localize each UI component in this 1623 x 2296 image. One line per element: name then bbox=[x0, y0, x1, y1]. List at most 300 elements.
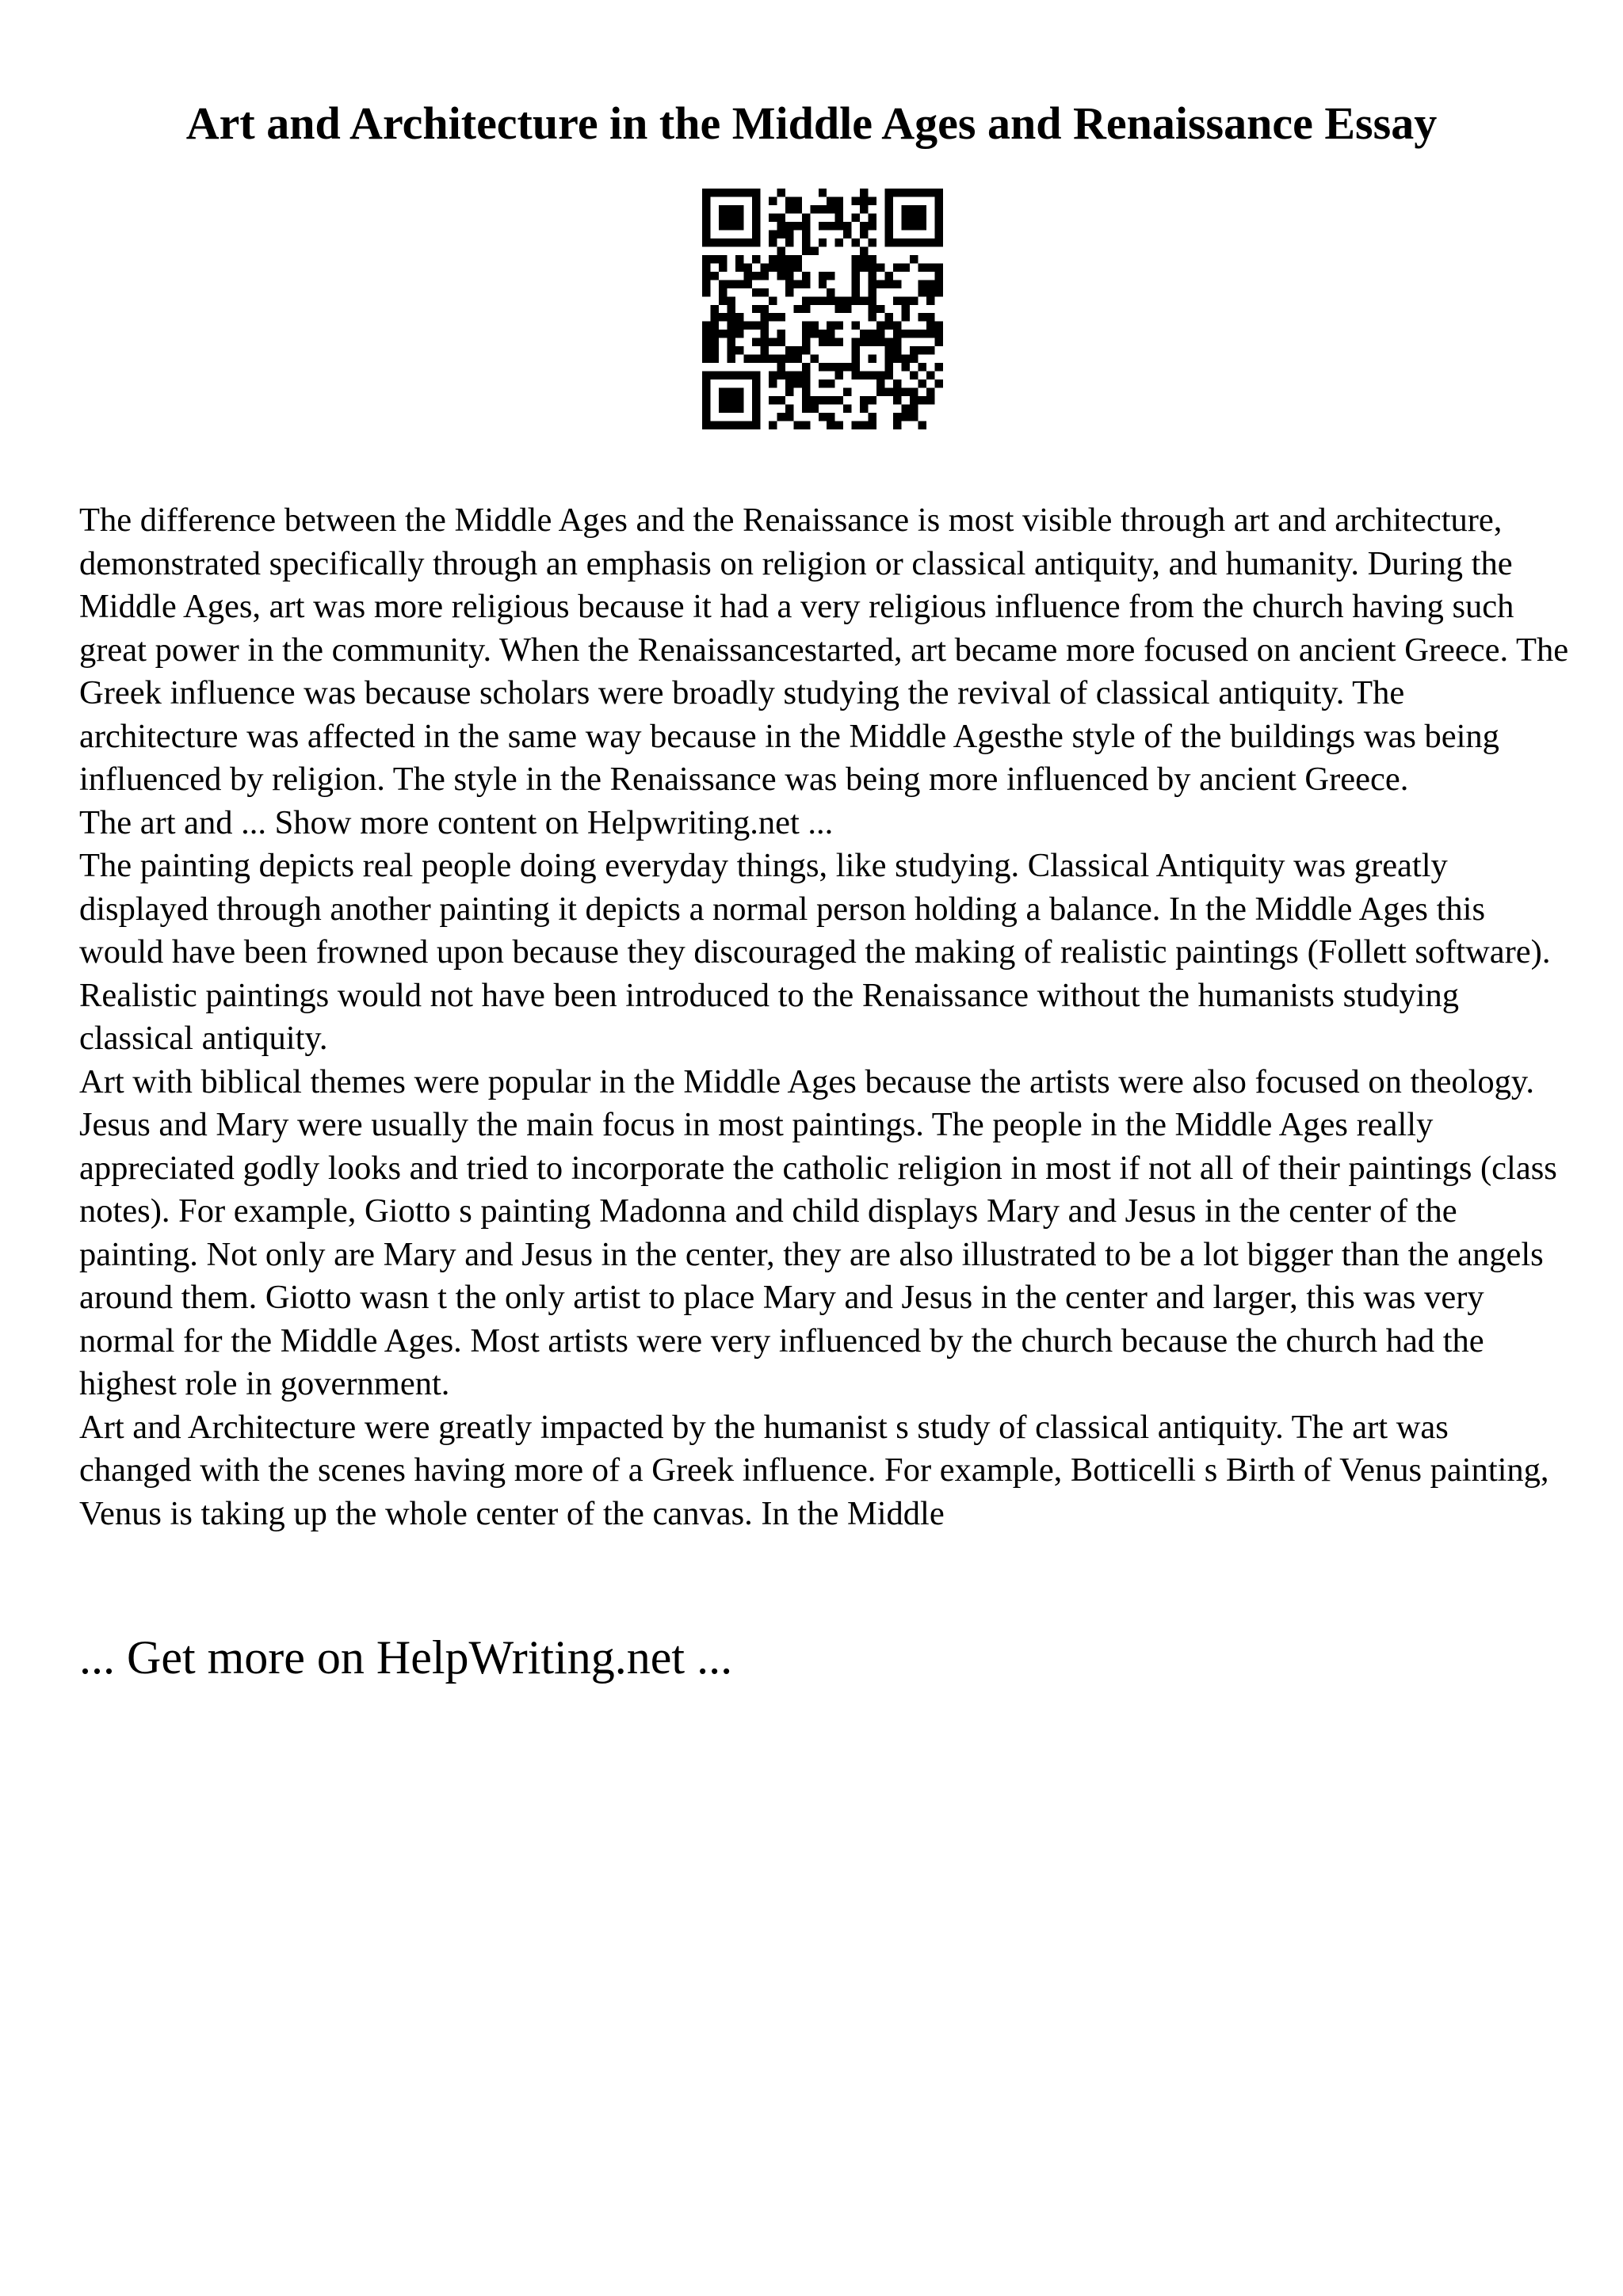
qr-module bbox=[876, 330, 884, 338]
qr-module bbox=[869, 296, 876, 304]
qr-module bbox=[835, 363, 843, 371]
qr-module bbox=[752, 388, 760, 396]
qr-module bbox=[719, 263, 727, 271]
qr-module bbox=[835, 305, 843, 313]
qr-module bbox=[777, 272, 785, 280]
qr-module bbox=[860, 255, 868, 263]
qr-module bbox=[802, 421, 810, 429]
qr-module bbox=[910, 189, 918, 196]
qr-module bbox=[710, 346, 718, 354]
qr-module bbox=[719, 238, 727, 246]
qr-module bbox=[793, 280, 801, 288]
qr-module bbox=[702, 222, 710, 230]
qr-module bbox=[860, 421, 868, 429]
qr-module bbox=[702, 379, 710, 387]
qr-module bbox=[793, 346, 801, 354]
qr-module bbox=[802, 238, 810, 246]
qr-module bbox=[902, 405, 910, 413]
qr-module bbox=[902, 388, 910, 396]
qr-module bbox=[918, 363, 926, 371]
qr-module bbox=[702, 322, 710, 330]
qr-module bbox=[893, 388, 901, 396]
qr-module bbox=[702, 288, 710, 296]
qr-module bbox=[785, 222, 793, 230]
qr-module bbox=[743, 355, 751, 363]
qr-module bbox=[827, 205, 834, 213]
qr-module bbox=[885, 238, 893, 246]
qr-module bbox=[910, 255, 918, 263]
qr-module bbox=[802, 363, 810, 371]
qr-module bbox=[910, 413, 918, 421]
qr-module bbox=[827, 196, 834, 204]
qr-module bbox=[793, 263, 801, 271]
qr-module bbox=[702, 330, 710, 338]
qr-module bbox=[910, 205, 918, 213]
qr-module bbox=[869, 288, 876, 296]
qr-module bbox=[743, 238, 751, 246]
qr-module bbox=[743, 280, 751, 288]
qr-module bbox=[827, 288, 834, 296]
qr-module bbox=[769, 213, 777, 221]
qr-module bbox=[769, 255, 777, 263]
qr-module bbox=[727, 346, 735, 354]
qr-module bbox=[876, 338, 884, 346]
qr-module bbox=[902, 205, 910, 213]
qr-module bbox=[893, 330, 901, 338]
qr-module bbox=[935, 205, 943, 213]
qr-module bbox=[910, 296, 918, 304]
qr-module bbox=[893, 280, 901, 288]
qr-module bbox=[785, 405, 793, 413]
qr-module bbox=[852, 280, 860, 288]
qr-module bbox=[935, 322, 943, 330]
qr-module bbox=[777, 355, 785, 363]
qr-module bbox=[743, 189, 751, 196]
qr-module bbox=[860, 263, 868, 271]
qr-module bbox=[935, 238, 943, 246]
qr-module bbox=[885, 280, 893, 288]
qr-module bbox=[802, 405, 810, 413]
qr-module bbox=[735, 405, 743, 413]
qr-module bbox=[760, 322, 768, 330]
qr-module bbox=[793, 355, 801, 363]
page-title: Art and Architecture in the Middle Ages and Renaissance Essay bbox=[185, 97, 1438, 149]
qr-module bbox=[702, 205, 710, 213]
qr-module bbox=[777, 363, 785, 371]
qr-module bbox=[777, 263, 785, 271]
qr-module bbox=[852, 263, 860, 271]
qr-module bbox=[727, 280, 735, 288]
qr-module bbox=[752, 288, 760, 296]
qr-module bbox=[827, 322, 834, 330]
paragraph-painting: The painting depicts real people doing everyday things, like studying. Classical Antiquity was greatly displayed through another painting it depicts a normal person holding a balance. In the Middle Ages this would have been frowned upon because they discouraged the making of realistic paintings (Follett software). Realistic paintings would not have been introduced to the Renaissance without the humanists studying classical antiquity. bbox=[79, 847, 1551, 1057]
qr-module bbox=[860, 330, 868, 338]
qr-module bbox=[743, 263, 751, 271]
qr-module bbox=[810, 355, 818, 363]
qr-module bbox=[760, 355, 768, 363]
qr-module bbox=[802, 346, 810, 354]
qr-module bbox=[910, 330, 918, 338]
qr-module bbox=[843, 296, 851, 304]
qr-module bbox=[918, 280, 926, 288]
qr-module bbox=[885, 388, 893, 396]
qr-module bbox=[860, 222, 868, 230]
qr-module bbox=[760, 305, 768, 313]
qr-module bbox=[735, 280, 743, 288]
qr-module bbox=[735, 313, 743, 321]
qr-code-icon bbox=[702, 189, 943, 429]
qr-module bbox=[802, 388, 810, 396]
qr-module bbox=[852, 338, 860, 346]
qr-module bbox=[926, 372, 934, 379]
qr-module bbox=[852, 213, 860, 221]
qr-module bbox=[793, 205, 801, 213]
qr-module bbox=[777, 413, 785, 421]
qr-module bbox=[727, 322, 735, 330]
qr-module bbox=[885, 322, 893, 330]
qr-module bbox=[819, 379, 827, 387]
qr-module bbox=[910, 222, 918, 230]
qr-module bbox=[719, 288, 727, 296]
qr-module bbox=[769, 296, 777, 304]
qr-module bbox=[852, 421, 860, 429]
qr-module bbox=[752, 322, 760, 330]
qr-module bbox=[719, 330, 727, 338]
qr-module bbox=[835, 322, 843, 330]
qr-module bbox=[752, 205, 760, 213]
qr-module bbox=[860, 230, 868, 238]
qr-module bbox=[910, 213, 918, 221]
qr-module bbox=[769, 238, 777, 246]
qr-module bbox=[710, 372, 718, 379]
qr-module bbox=[727, 405, 735, 413]
qr-module bbox=[760, 330, 768, 338]
qr-module bbox=[935, 213, 943, 221]
qr-module bbox=[719, 189, 727, 196]
qr-module bbox=[793, 222, 801, 230]
qr-module bbox=[710, 338, 718, 346]
qr-module bbox=[785, 272, 793, 280]
show-more-line: The art and ... Show more content on Helpwriting.net ... bbox=[79, 803, 834, 841]
qr-module bbox=[802, 213, 810, 221]
qr-module bbox=[819, 272, 827, 280]
qr-module bbox=[876, 305, 884, 313]
qr-module bbox=[893, 338, 901, 346]
qr-module bbox=[802, 396, 810, 404]
qr-module bbox=[785, 413, 793, 421]
qr-module bbox=[702, 372, 710, 379]
qr-module bbox=[752, 196, 760, 204]
qr-module bbox=[827, 363, 834, 371]
qr-module bbox=[752, 272, 760, 280]
qr-module bbox=[885, 313, 893, 321]
qr-module bbox=[785, 205, 793, 213]
qr-module bbox=[918, 213, 926, 221]
qr-module bbox=[902, 363, 910, 371]
qr-module bbox=[827, 272, 834, 280]
qr-module bbox=[918, 379, 926, 387]
qr-module bbox=[902, 305, 910, 313]
qr-module bbox=[935, 379, 943, 387]
essay-body bbox=[79, 499, 1569, 1535]
qr-module bbox=[752, 230, 760, 238]
qr-module bbox=[819, 413, 827, 421]
qr-module bbox=[893, 322, 901, 330]
qr-module bbox=[835, 196, 843, 204]
qr-module bbox=[785, 388, 793, 396]
qr-module bbox=[918, 330, 926, 338]
qr-module bbox=[719, 421, 727, 429]
qr-module bbox=[885, 205, 893, 213]
qr-module bbox=[893, 238, 901, 246]
qr-module bbox=[876, 372, 884, 379]
qr-code bbox=[702, 189, 943, 429]
qr-module bbox=[702, 396, 710, 404]
qr-module bbox=[910, 405, 918, 413]
qr-module bbox=[769, 355, 777, 363]
qr-module bbox=[926, 263, 934, 271]
qr-module bbox=[910, 396, 918, 404]
qr-module bbox=[802, 338, 810, 346]
qr-module bbox=[727, 189, 735, 196]
qr-module bbox=[735, 222, 743, 230]
qr-module bbox=[843, 363, 851, 371]
qr-module bbox=[777, 313, 785, 321]
qr-module bbox=[918, 396, 926, 404]
qr-module bbox=[710, 355, 718, 363]
qr-module bbox=[810, 405, 818, 413]
qr-module bbox=[893, 413, 901, 421]
qr-module bbox=[918, 189, 926, 196]
qr-module bbox=[743, 322, 751, 330]
qr-module bbox=[752, 222, 760, 230]
qr-module bbox=[935, 280, 943, 288]
qr-module bbox=[819, 296, 827, 304]
qr-module bbox=[719, 213, 727, 221]
qr-module bbox=[769, 263, 777, 271]
qr-module bbox=[885, 272, 893, 280]
qr-module bbox=[785, 196, 793, 204]
qr-module bbox=[926, 238, 934, 246]
qr-module bbox=[785, 238, 793, 246]
qr-module bbox=[727, 396, 735, 404]
get-more-link[interactable]: ... Get more on HelpWriting.net ... bbox=[79, 1631, 733, 1684]
qr-module bbox=[719, 396, 727, 404]
qr-module bbox=[843, 405, 851, 413]
paragraph-biblical: Art with biblical themes were popular in the Middle Ages because the artists were also focused on theology. Jesus and Mary were usually the main focus in most paintings. The people in the Middle Ages really appreciated godly looks and tried to incorporate the catholic religion in most if not all of their paintings (class notes). For example, Giotto s painting Madonna and child displays Mary and Jesus in the center of the painting. Not only are Mary and Jesus in the center, they are also illustrated to be a lot bigger than the angels around them. Giotto wasn t the only artist to place Mary and Jesus in the center and larger, this was very normal for the Middle Ages. Most artists were very influenced by the church because the church had the highest role in government. bbox=[79, 1062, 1557, 1402]
qr-module bbox=[802, 222, 810, 230]
qr-module bbox=[777, 222, 785, 230]
qr-module bbox=[869, 280, 876, 288]
qr-module bbox=[910, 355, 918, 363]
qr-module bbox=[852, 346, 860, 354]
qr-module bbox=[935, 196, 943, 204]
qr-module bbox=[793, 255, 801, 263]
qr-module bbox=[743, 272, 751, 280]
qr-module bbox=[926, 322, 934, 330]
qr-module bbox=[802, 230, 810, 238]
qr-module bbox=[810, 246, 818, 254]
qr-module bbox=[835, 338, 843, 346]
qr-module bbox=[710, 189, 718, 196]
qr-module bbox=[793, 421, 801, 429]
qr-module bbox=[735, 263, 743, 271]
qr-module bbox=[752, 338, 760, 346]
qr-module bbox=[719, 296, 727, 304]
qr-module bbox=[727, 355, 735, 363]
qr-module bbox=[793, 196, 801, 204]
qr-module bbox=[852, 363, 860, 371]
qr-module bbox=[810, 330, 818, 338]
qr-module bbox=[860, 189, 868, 196]
qr-module bbox=[727, 421, 735, 429]
qr-module bbox=[885, 363, 893, 371]
qr-module bbox=[827, 330, 834, 338]
qr-module bbox=[860, 405, 868, 413]
qr-module bbox=[702, 338, 710, 346]
qr-module bbox=[727, 213, 735, 221]
qr-module bbox=[727, 222, 735, 230]
qr-module bbox=[702, 196, 710, 204]
qr-module bbox=[902, 263, 910, 271]
qr-module bbox=[777, 213, 785, 221]
qr-module bbox=[827, 338, 834, 346]
qr-module bbox=[785, 263, 793, 271]
qr-module bbox=[902, 355, 910, 363]
qr-module bbox=[777, 255, 785, 263]
qr-module bbox=[869, 372, 876, 379]
qr-module bbox=[893, 263, 901, 271]
qr-module bbox=[810, 396, 818, 404]
qr-module bbox=[819, 238, 827, 246]
qr-module bbox=[752, 238, 760, 246]
qr-module bbox=[876, 379, 884, 387]
qr-module bbox=[802, 296, 810, 304]
qr-module bbox=[752, 413, 760, 421]
qr-module bbox=[769, 379, 777, 387]
qr-module bbox=[869, 213, 876, 221]
qr-module bbox=[918, 263, 926, 271]
qr-module bbox=[710, 313, 718, 321]
qr-module bbox=[935, 189, 943, 196]
qr-module bbox=[835, 238, 843, 246]
qr-module bbox=[935, 288, 943, 296]
qr-module bbox=[835, 222, 843, 230]
qr-module bbox=[702, 388, 710, 396]
qr-module bbox=[869, 263, 876, 271]
qr-module bbox=[860, 338, 868, 346]
qr-module bbox=[827, 421, 834, 429]
qr-module bbox=[752, 372, 760, 379]
qr-module bbox=[885, 213, 893, 221]
qr-module bbox=[719, 388, 727, 396]
qr-module bbox=[869, 255, 876, 263]
qr-module bbox=[827, 296, 834, 304]
qr-module bbox=[719, 372, 727, 379]
qr-module bbox=[885, 338, 893, 346]
qr-module bbox=[727, 205, 735, 213]
qr-module bbox=[918, 288, 926, 296]
qr-module bbox=[702, 413, 710, 421]
qr-module bbox=[910, 388, 918, 396]
qr-module bbox=[918, 313, 926, 321]
qr-module bbox=[752, 405, 760, 413]
qr-module bbox=[835, 213, 843, 221]
qr-module bbox=[926, 189, 934, 196]
qr-module bbox=[735, 330, 743, 338]
qr-module bbox=[735, 189, 743, 196]
qr-module bbox=[819, 280, 827, 288]
qr-module bbox=[893, 189, 901, 196]
qr-module bbox=[719, 222, 727, 230]
qr-module bbox=[752, 189, 760, 196]
qr-module bbox=[869, 222, 876, 230]
qr-module bbox=[752, 213, 760, 221]
qr-module bbox=[852, 296, 860, 304]
qr-module bbox=[819, 363, 827, 371]
qr-module bbox=[785, 355, 793, 363]
qr-module bbox=[827, 413, 834, 421]
qr-module bbox=[735, 205, 743, 213]
qr-module bbox=[785, 230, 793, 238]
qr-module bbox=[893, 355, 901, 363]
qr-module bbox=[719, 280, 727, 288]
qr-module bbox=[876, 263, 884, 271]
qr-module bbox=[819, 338, 827, 346]
qr-module bbox=[827, 379, 834, 387]
qr-module bbox=[777, 189, 785, 196]
qr-module bbox=[777, 230, 785, 238]
qr-module bbox=[869, 338, 876, 346]
qr-module bbox=[935, 230, 943, 238]
qr-module bbox=[885, 346, 893, 354]
qr-module bbox=[926, 346, 934, 354]
qr-module bbox=[769, 230, 777, 238]
qr-module bbox=[852, 238, 860, 246]
qr-module bbox=[785, 372, 793, 379]
qr-module bbox=[785, 346, 793, 354]
qr-module bbox=[852, 372, 860, 379]
qr-module bbox=[769, 396, 777, 404]
qr-module bbox=[852, 288, 860, 296]
qr-module bbox=[802, 322, 810, 330]
qr-module bbox=[702, 238, 710, 246]
qr-module bbox=[918, 222, 926, 230]
qr-module bbox=[860, 246, 868, 254]
qr-module bbox=[902, 413, 910, 421]
qr-module bbox=[710, 272, 718, 280]
qr-module bbox=[910, 238, 918, 246]
qr-module bbox=[702, 280, 710, 288]
qr-module bbox=[869, 196, 876, 204]
qr-module bbox=[727, 388, 735, 396]
qr-module bbox=[727, 296, 735, 304]
qr-module bbox=[752, 379, 760, 387]
qr-module bbox=[802, 372, 810, 379]
qr-module bbox=[802, 272, 810, 280]
qr-module bbox=[769, 421, 777, 429]
qr-module bbox=[777, 246, 785, 254]
qr-module bbox=[869, 355, 876, 363]
qr-module bbox=[719, 255, 727, 263]
qr-module bbox=[743, 421, 751, 429]
qr-module bbox=[785, 288, 793, 296]
qr-module bbox=[760, 263, 768, 271]
qr-module bbox=[802, 305, 810, 313]
qr-module bbox=[710, 305, 718, 313]
qr-module bbox=[885, 372, 893, 379]
qr-module bbox=[918, 421, 926, 429]
